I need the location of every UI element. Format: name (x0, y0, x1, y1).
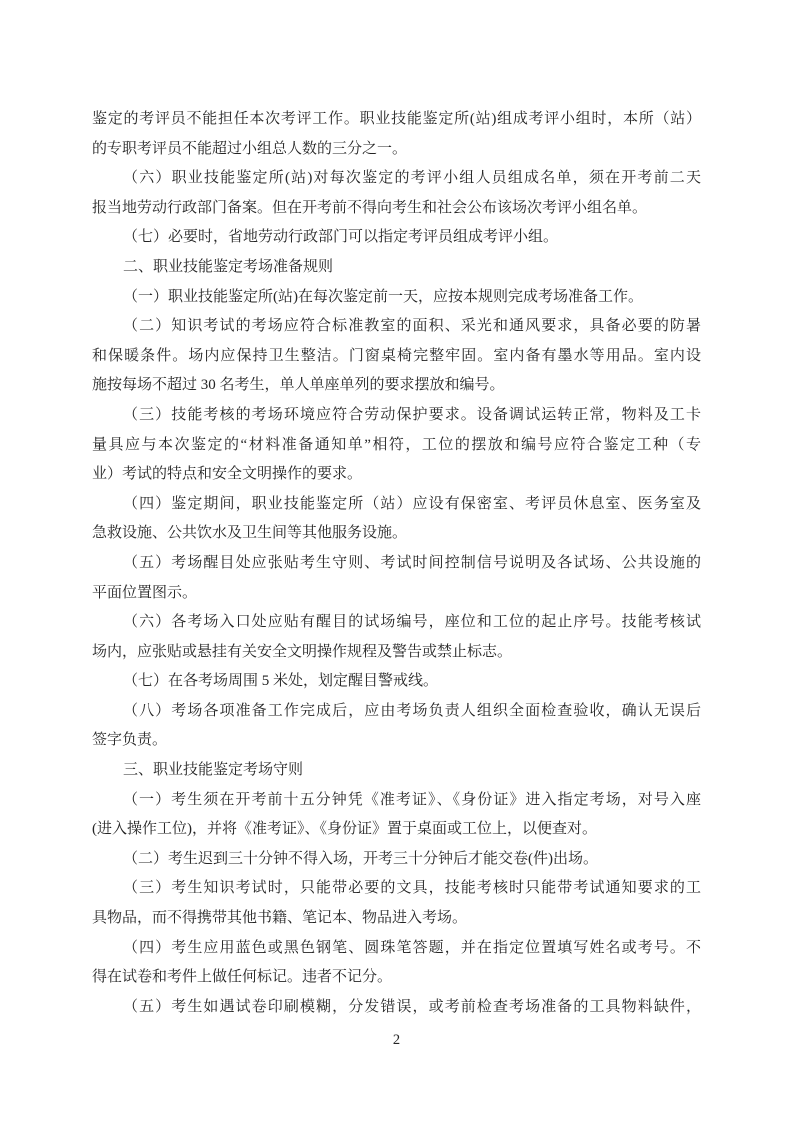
document-line: 得在试卷和考件上做任何标记。违者不记分。 (92, 969, 393, 986)
document-line: （五）考生如遇试卷印刷模糊，分发错误，或考前检查考场准备的工具物料缺件， (123, 998, 701, 1015)
document-line: 急救设施、公共饮水及卫生间等其他服务设施。 (92, 525, 408, 542)
document-line: 业）考试的特点和安全文明操作的要求。 (92, 466, 363, 483)
document-line: 平面位置图示。 (92, 584, 198, 601)
document-line: （七）在各考场周围 5 米处，划定醒目警戒线。 (123, 673, 439, 690)
document-line: （二）考生迟到三十分钟不得入场，开考三十分钟后才能交卷(件)出场。 (123, 850, 598, 867)
document-line: （一）职业技能鉴定所(站)在每次鉴定前一天，应按本规则完成考场准备工作。 (123, 288, 643, 305)
document-line: (进入操作工位)，并将《准考证》、《身份证》置于桌面或工位上，以便查对。 (92, 821, 597, 838)
document-line: 场内，应张贴或悬挂有关安全文明操作规程及警告或禁止标志。 (92, 643, 513, 660)
document-line: （五）考场醒目处应张贴考生守则、考试时间控制信号说明及各试场、公共设施的 (123, 554, 701, 571)
document-line: （三）技能考核的考场环境应符合劳动保护要求。设备调试运转正常，物料及工卡 (123, 406, 701, 423)
document-line: （六）职业技能鉴定所(站)对每次鉴定的考评小组人员组成名单，须在开考前二天 (123, 170, 701, 187)
document-line: （七）必要时，省地劳动行政部门可以指定考评员组成考评小组。 (123, 229, 559, 246)
document-line: （八）考场各项准备工作完成后，应由考场负责人组织全面检查验收，确认无误后 (123, 702, 701, 719)
document-line: （四）鉴定期间，职业技能鉴定所（站）应设有保密室、考评员休息室、医务室及 (123, 495, 701, 512)
document-line: 施按每场不超过 30 名考生，单人单座单列的要求摆放和编号。 (92, 377, 505, 394)
document-line: 和保暖条件。场内应保持卫生整洁。门窗桌椅完整牢固。室内备有墨水等用品。室内设 (92, 347, 701, 364)
document-line: 报当地劳动行政部门备案。但在开考前不得向考生和社会公布该场次考评小组名单。 (92, 199, 648, 216)
document-line: （四）考生应用蓝色或黑色钢笔、圆珠笔答题，并在指定位置填写姓名或考号。不 (123, 939, 701, 956)
document-line: （二）知识考试的考场应符合标准教室的面积、采光和通风要求，具备必要的防暑 (123, 318, 701, 335)
document-line: 具物品，而不得携带其他书籍、笔记本、物品进入考场。 (92, 910, 468, 927)
document-line: （一）考生须在开考前十五分钟凭《准考证》、《身份证》进入指定考场，对号入座 (123, 791, 701, 808)
document-line: （三）考生知识考试时，只能带必要的文具，技能考核时只能带考试通知要求的工 (123, 880, 701, 897)
document-line: 的专职考评员不能超过小组总人数的三分之一。 (92, 140, 408, 157)
document-line: （六）各考场入口处应贴有醒目的试场编号，座位和工位的起止序号。技能考核试 (123, 614, 701, 631)
page-number: 2 (392, 1032, 401, 1048)
document-text-block (92, 105, 701, 1022)
section-heading: 三、职业技能鉴定考场守则 (123, 762, 304, 779)
document-line: 签字负责。 (92, 732, 168, 749)
section-heading: 二、职业技能鉴定考场准备规则 (123, 258, 334, 275)
document-line: 鉴定的考评员不能担任本次考评工作。职业技能鉴定所(站)组成考评小组时，本所（站） (92, 111, 701, 127)
document-line: 量具应与本次鉴定的“材料准备通知单”相符，工位的摆放和编号应符合鉴定工种（专 (92, 436, 701, 453)
